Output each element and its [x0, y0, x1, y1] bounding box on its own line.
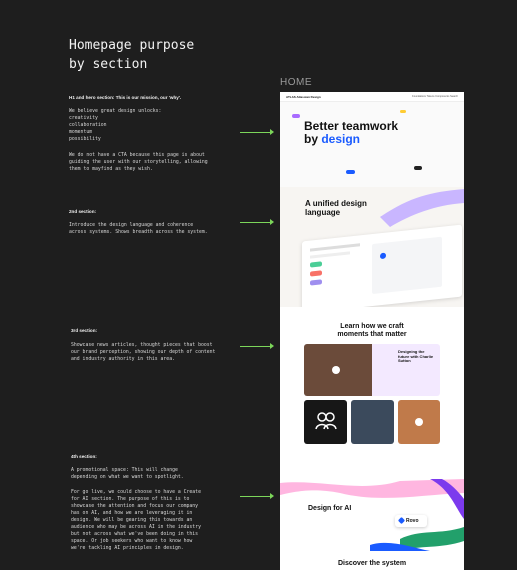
feature-article-title: Designing the future with Charlie Sutton	[398, 349, 434, 364]
feature-article-card[interactable]	[304, 344, 440, 396]
article-card[interactable]	[398, 400, 440, 444]
section-4-note: For go live, we could choose to have a Create for AI section. The purpose of this is to showcase the attention and focus our company has on AI, and how we are leveraging it in design. We will be gearing this towards an audience who may be across AI in the industry but not across what we've been doing in this space. Or job seekers who want to know how we're tackling AI principles in design.	[71, 490, 201, 551]
section-1-heading: H1 and hero section: This is our mission, our 'why'.	[69, 95, 182, 100]
mockup-nav-links: Foundations Tokens Components Search	[412, 95, 458, 98]
homepage-mockup	[280, 92, 464, 570]
rovo-badge	[395, 515, 427, 527]
section-4-arrow	[240, 493, 274, 499]
s2-ui-panel	[302, 225, 462, 314]
article-card[interactable]	[351, 400, 394, 444]
rovo-label: Rovo	[406, 518, 419, 524]
section-2-heading: 2nd section:	[69, 209, 97, 214]
hero-decor-pill	[414, 166, 422, 170]
section-1-note: We do not have a CTA because this page is about guiding the user with our storytelling, allowing them to mayfind as they wish.	[69, 153, 208, 172]
article-card[interactable]	[304, 400, 347, 444]
mockup-section-design-language	[280, 187, 464, 307]
rovo-logo-icon	[398, 517, 405, 524]
hero-decor-pill	[400, 110, 406, 113]
mockup-section-articles	[280, 307, 464, 479]
mockup-nav	[280, 92, 464, 102]
decor-swoosh	[380, 187, 464, 227]
page-title: Homepage purpose by section	[69, 38, 195, 72]
play-icon[interactable]	[332, 366, 340, 374]
decor-ribbons	[280, 479, 464, 551]
section-4-body: A promotional space: This will change depending on what we want to spotlight.	[71, 468, 184, 480]
section-1-arrow	[240, 129, 274, 135]
section-1-body: We believe great design unlocks: creativity collaboration momentum possibility	[69, 109, 162, 142]
section-3-heading: 3rd section:	[71, 328, 98, 333]
hero-title: Better teamwork by design	[304, 119, 399, 146]
people-icon	[314, 409, 338, 433]
s4-title: Design for AI	[308, 505, 352, 512]
section-2-arrow	[240, 219, 274, 225]
mockup-section-ai	[280, 479, 464, 551]
s3-title: Learn how we craft moments that matter	[337, 323, 407, 338]
section-4-heading: 4th section:	[71, 454, 97, 459]
mockup-logo: ATLAS Atlassian Design	[286, 95, 321, 99]
section-3-arrow	[240, 343, 274, 349]
hero-decor-pill	[292, 114, 300, 118]
s2-title: A unified design language	[305, 199, 367, 217]
section-3-body: Showcase news articles, thought pieces that boost our brand perception, showing our depth of content and industry authority in this area.	[71, 343, 216, 362]
play-icon[interactable]	[415, 418, 423, 426]
mockup-hero	[280, 102, 464, 187]
s5-title: Discover the system	[337, 560, 407, 567]
home-label: HOME	[280, 77, 312, 88]
section-2-body: Introduce the design language and coherence across systems. Shows breadth across the system.	[69, 223, 208, 235]
hero-decor-pill	[346, 170, 355, 174]
